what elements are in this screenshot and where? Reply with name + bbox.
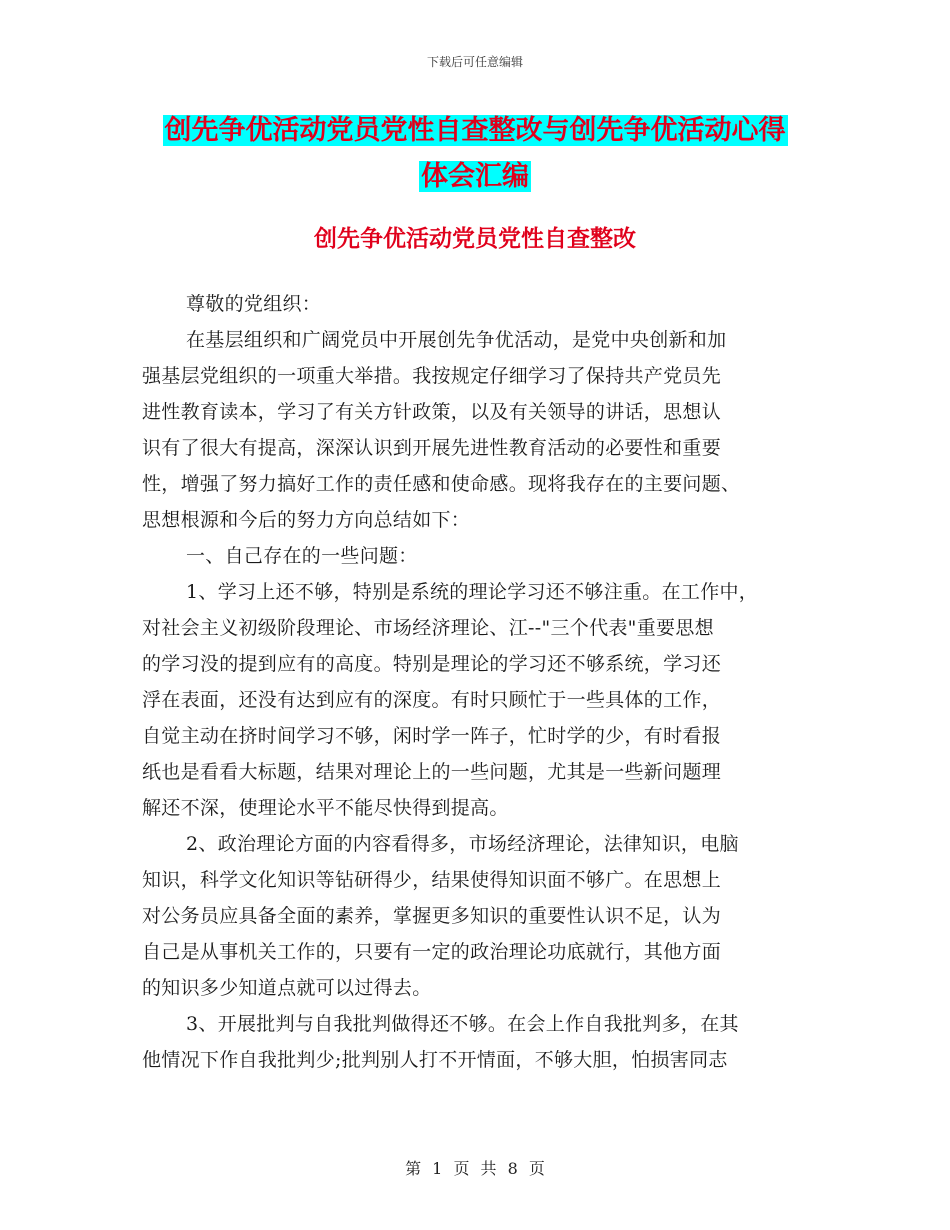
body-text-line: 3、开展批判与自我批判做得还不够。在会上作自我批判多，在其 <box>186 1013 739 1035</box>
body-text-line: 纸也是看看大标题，结果对理论上的一些问题，尤其是一些新问题理 <box>142 761 722 783</box>
body-text-line: 自己是从事机关工作的，只要有一定的政治理论功底就行，其他方面 <box>142 941 722 963</box>
body-text-line: 知识，科学文化知识等钻研得少，结果使得知识面不够广。在思想上 <box>142 869 722 891</box>
body-text-line: 解还不深，使理论水平不能尽快得到提高。 <box>142 797 509 819</box>
body-text-line: 识有了很大有提高，深深认识到开展先进性教育活动的必要性和重要 <box>142 437 722 459</box>
body-text-line: 2、政治理论方面的内容看得多，市场经济理论，法律知识，电脑 <box>186 833 739 855</box>
document-title <box>0 108 950 200</box>
body-text-line: 一、自己存在的一些问题： <box>186 545 418 567</box>
body-text-line: 对公务员应具备全面的素养，掌握更多知识的重要性认识不足，认为 <box>142 905 722 927</box>
body-text-line: 强基层党组织的一项重大举措。我按规定仔细学习了保持共产党员先 <box>142 365 722 387</box>
header-note: 下载后可任意编辑 <box>426 55 523 69</box>
body-text-line: 1、学习上还不够，特别是系统的理论学习还不够注重。在工作中， <box>186 581 759 603</box>
document-body <box>142 286 822 1078</box>
body-text-line: 浮在表面，还没有达到应有的深度。有时只顾忙于一些具体的工作， <box>142 689 722 711</box>
body-text-line: 思想根源和今后的努力方向总结如下： <box>142 509 471 531</box>
body-text-line: 的知识多少知道点就可以过得去。 <box>142 977 432 999</box>
document-title-line-2: 体会汇编 <box>421 161 529 192</box>
body-text-line: 他情况下作自我批判少;批判别人打不开情面，不够大胆，怕损害同志 <box>142 1049 728 1071</box>
page-footer: 第 1 页 共 8 页 <box>405 1159 545 1178</box>
body-text-line: 尊敬的党组织： <box>186 293 322 315</box>
body-text-line: 在基层组织和广阔党员中开展创先争优活动，是党中央创新和加 <box>186 329 727 351</box>
body-text-line: 进性教育读本，学习了有关方针政策，以及有关领导的讲话，思想认 <box>142 401 722 423</box>
document-title-line-1: 创先争优活动党员党性自查整改与创先争优活动心得 <box>164 115 786 146</box>
body-text-line: 对社会主义初级阶段理论、市场经济理论、江--"三个代表"重要思想 <box>142 617 714 639</box>
body-text-line: 性，增强了努力搞好工作的责任感和使命感。现将我存在的主要问题、 <box>142 473 741 495</box>
section-title: 创先争优活动党员党性自查整改 <box>314 226 636 252</box>
body-text-line: 自觉主动在挤时间学习不够，闲时学一阵子，忙时学的少，有时看报 <box>142 725 722 747</box>
body-text-line: 的学习没的提到应有的高度。特别是理论的学习还不够系统，学习还 <box>142 653 722 675</box>
